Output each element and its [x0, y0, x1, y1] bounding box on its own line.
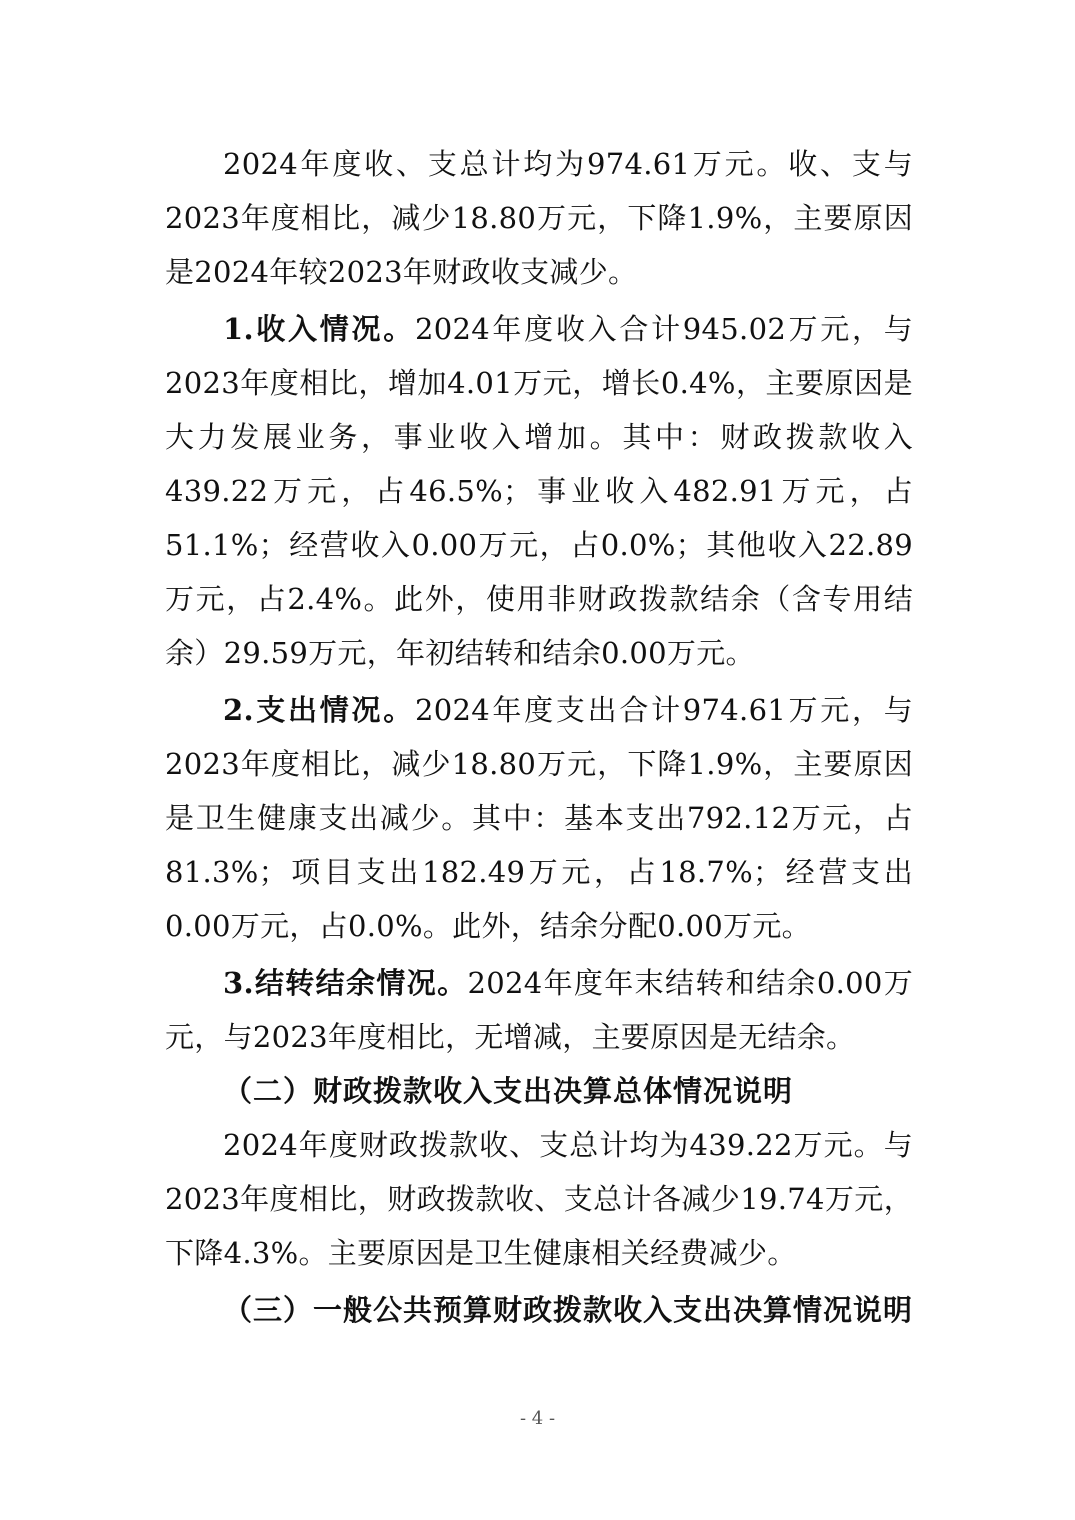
expense-paragraph — [165, 683, 913, 953]
carryover-text: 2024年度年末结转和结余0.00万元，与2023年度相比，无增减，主要原因是无结余。 — [165, 966, 913, 1054]
carryover-heading: 3.结转结余情况。 — [223, 966, 468, 1000]
expense-heading: 2.支出情况。 — [223, 693, 415, 727]
income-heading: 1.收入情况。 — [223, 312, 415, 346]
summary-paragraph: 2024年度收、支总计均为974.61万元。收、支与2023年度相比，减少18.80万元，下降1.9%，主要原因是2024年较2023年财政收支减少。 — [165, 147, 913, 289]
section-2-heading: （二）财政拨款收入支出决算总体情况说明 — [223, 1074, 794, 1108]
page-number: - 4 - — [519, 1408, 556, 1429]
income-text: 2024年度收入合计945.02万元，与2023年度相比，增加4.01万元，增长0.4%，主要原因是大力发展业务，事业收入增加。其中：财政拨款收入439.22万元，占46.5%；事业收入482.91万元，占51.1%；经营收入0.00万元，占0.0%；其他收入22.89万元，占2.4%。此外，使用非财政拨款结余（含专用结余）29.59万元，年初结转和结余0.00万元。 — [165, 312, 913, 670]
expense-text: 2024年度支出合计974.61万元，与2023年度相比，减少18.80万元，下降1.9%，主要原因是卫生健康支出减少。其中：基本支出792.12万元，占81.3%；项目支出182.49万元，占18.7%；经营支出0.00万元，占0.0%。此外，结余分配0.00万元。 — [165, 693, 913, 943]
section-3-heading: （三）一般公共预算财政拨款收入支出决算情况说明 — [223, 1293, 914, 1327]
section-2-paragraph: 2024年度财政拨款收、支总计均为439.22万元。与2023年度相比，财政拨款收、支总计各减少19.74万元，下降4.3%。主要原因是卫生健康相关经费减少。 — [165, 1128, 913, 1270]
carryover-paragraph — [165, 956, 913, 1064]
document-body — [165, 137, 913, 1337]
income-paragraph — [165, 302, 913, 680]
